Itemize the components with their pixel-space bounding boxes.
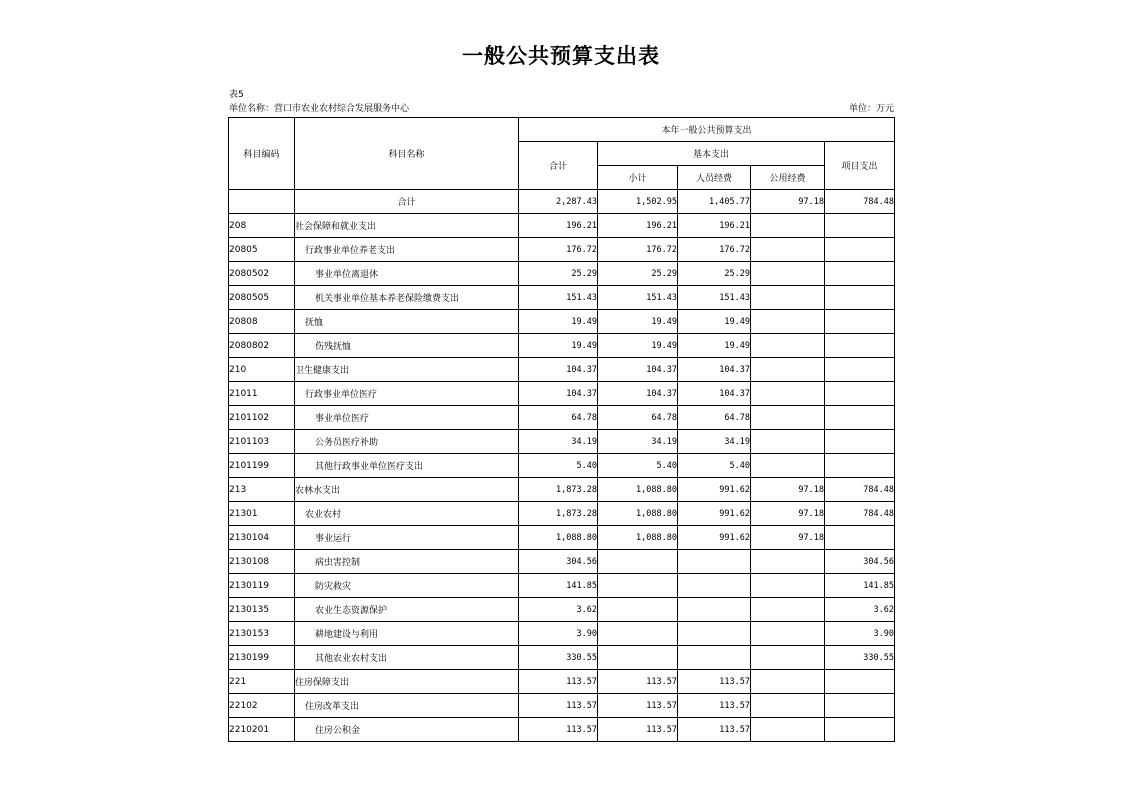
table-row: [229, 430, 895, 454]
cell-name: 公务员医疗补助: [295, 430, 519, 454]
cell-public: [751, 382, 825, 406]
cell-name: 事业单位医疗: [295, 406, 519, 430]
cell-name: 其他行政事业单位医疗支出: [295, 454, 519, 478]
cell-personnel: 196.21: [678, 214, 751, 238]
cell-code: 2130104: [229, 526, 295, 550]
table-body: [229, 190, 895, 742]
table-row: [229, 694, 895, 718]
cell-project: 330.55: [825, 646, 895, 670]
cell-total: 1,873.28: [519, 502, 598, 526]
cell-subtotal: 1,088.80: [598, 526, 678, 550]
cell-code: [229, 190, 295, 214]
cell-project: [825, 262, 895, 286]
table-row: [229, 334, 895, 358]
cell-public: [751, 262, 825, 286]
cell-name: 农业农村: [295, 502, 519, 526]
cell-public: [751, 286, 825, 310]
cell-public: [751, 694, 825, 718]
cell-project: [825, 694, 895, 718]
cell-project: [825, 526, 895, 550]
cell-total: 2,287.43: [519, 190, 598, 214]
cell-code: 2130108: [229, 550, 295, 574]
header-project: 项目支出: [825, 142, 895, 190]
cell-subtotal: 113.57: [598, 718, 678, 742]
cell-code: 2080802: [229, 334, 295, 358]
cell-total: 304.56: [519, 550, 598, 574]
cell-subtotal: 1,088.80: [598, 478, 678, 502]
cell-total: 34.19: [519, 430, 598, 454]
table-row: [229, 382, 895, 406]
cell-personnel: [678, 622, 751, 646]
cell-project: [825, 430, 895, 454]
cell-total: 196.21: [519, 214, 598, 238]
cell-project: 784.48: [825, 478, 895, 502]
cell-total: 19.49: [519, 334, 598, 358]
cell-total: 19.49: [519, 310, 598, 334]
cell-subtotal: 64.78: [598, 406, 678, 430]
cell-code: 22102: [229, 694, 295, 718]
cell-subtotal: [598, 550, 678, 574]
cell-public: [751, 358, 825, 382]
cell-subtotal: 25.29: [598, 262, 678, 286]
table-row: [229, 214, 895, 238]
cell-project: [825, 718, 895, 742]
cell-personnel: 25.29: [678, 262, 751, 286]
cell-project: [825, 310, 895, 334]
header-total: 合计: [519, 142, 598, 190]
header-code: 科目编码: [229, 118, 295, 190]
cell-personnel: 1,405.77: [678, 190, 751, 214]
cell-project: [825, 334, 895, 358]
cell-public: [751, 310, 825, 334]
cell-name: 住房改革支出: [295, 694, 519, 718]
cell-public: [751, 574, 825, 598]
cell-code: 2080502: [229, 262, 295, 286]
cell-name: 其他农业农村支出: [295, 646, 519, 670]
cell-code: 221: [229, 670, 295, 694]
header-basic: 基本支出: [598, 142, 825, 166]
table-row: [229, 526, 895, 550]
cell-project: 304.56: [825, 550, 895, 574]
cell-name: 事业单位离退休: [295, 262, 519, 286]
table-row: [229, 574, 895, 598]
cell-personnel: 19.49: [678, 334, 751, 358]
cell-personnel: 5.40: [678, 454, 751, 478]
header-public: 公用经费: [751, 166, 825, 190]
cell-subtotal: [598, 574, 678, 598]
cell-subtotal: 5.40: [598, 454, 678, 478]
cell-public: [751, 334, 825, 358]
table-number: 表5: [229, 90, 244, 100]
cell-name: 行政事业单位医疗: [295, 382, 519, 406]
cell-public: [751, 670, 825, 694]
cell-code: 2130119: [229, 574, 295, 598]
cell-personnel: [678, 550, 751, 574]
cell-subtotal: 104.37: [598, 358, 678, 382]
cell-code: 21301: [229, 502, 295, 526]
cell-public: 97.18: [751, 190, 825, 214]
cell-subtotal: 19.49: [598, 334, 678, 358]
cell-project: [825, 454, 895, 478]
cell-project: [825, 358, 895, 382]
cell-name: 住房保障支出: [295, 670, 519, 694]
cell-subtotal: 34.19: [598, 430, 678, 454]
cell-code: 2080505: [229, 286, 295, 310]
cell-code: 20805: [229, 238, 295, 262]
cell-code: 2101199: [229, 454, 295, 478]
table-row: [229, 478, 895, 502]
table-row: [229, 406, 895, 430]
cell-total: 64.78: [519, 406, 598, 430]
cell-subtotal: 196.21: [598, 214, 678, 238]
cell-code: 213: [229, 478, 295, 502]
cell-code: 2130199: [229, 646, 295, 670]
cell-personnel: 113.57: [678, 694, 751, 718]
cell-name: 合计: [295, 190, 519, 214]
cell-personnel: 113.57: [678, 718, 751, 742]
cell-subtotal: 113.57: [598, 670, 678, 694]
cell-total: 330.55: [519, 646, 598, 670]
cell-code: 2130135: [229, 598, 295, 622]
cell-total: 25.29: [519, 262, 598, 286]
header-personnel: 人员经费: [678, 166, 751, 190]
cell-name: 社会保障和就业支出: [295, 214, 519, 238]
cell-public: [751, 718, 825, 742]
cell-public: [751, 646, 825, 670]
cell-total: 3.90: [519, 622, 598, 646]
cell-total: 151.43: [519, 286, 598, 310]
cell-name: 伤残抚恤: [295, 334, 519, 358]
cell-total: 113.57: [519, 718, 598, 742]
table-row: [229, 550, 895, 574]
table-row: [229, 598, 895, 622]
cell-public: [751, 550, 825, 574]
cell-personnel: [678, 598, 751, 622]
cell-project: [825, 238, 895, 262]
cell-public: [751, 598, 825, 622]
header-subtotal: 小计: [598, 166, 678, 190]
cell-personnel: [678, 574, 751, 598]
cell-code: 2210201: [229, 718, 295, 742]
cell-project: [825, 406, 895, 430]
cell-public: [751, 406, 825, 430]
table-row: [229, 622, 895, 646]
table-row: [229, 454, 895, 478]
cell-code: 2101102: [229, 406, 295, 430]
cell-total: 5.40: [519, 454, 598, 478]
cell-project: [825, 214, 895, 238]
cell-code: 210: [229, 358, 295, 382]
cell-subtotal: 1,088.80: [598, 502, 678, 526]
cell-project: [825, 670, 895, 694]
cell-subtotal: 113.57: [598, 694, 678, 718]
cell-project: 141.85: [825, 574, 895, 598]
cell-name: 事业运行: [295, 526, 519, 550]
cell-name: 防灾救灾: [295, 574, 519, 598]
cell-name: 耕地建设与利用: [295, 622, 519, 646]
cell-name: 机关事业单位基本养老保险缴费支出: [295, 286, 519, 310]
table-row: [229, 670, 895, 694]
cell-total: 113.57: [519, 694, 598, 718]
table-row: [229, 358, 895, 382]
table-row: [229, 262, 895, 286]
table-row: [229, 238, 895, 262]
table-row: [229, 310, 895, 334]
cell-personnel: 991.62: [678, 478, 751, 502]
cell-total: 176.72: [519, 238, 598, 262]
cell-personnel: 991.62: [678, 526, 751, 550]
cell-personnel: 176.72: [678, 238, 751, 262]
cell-project: 3.90: [825, 622, 895, 646]
table-row: [229, 718, 895, 742]
cell-personnel: 113.57: [678, 670, 751, 694]
cell-total: 1,873.28: [519, 478, 598, 502]
cell-public: [751, 214, 825, 238]
cell-total: 141.85: [519, 574, 598, 598]
cell-public: [751, 238, 825, 262]
cell-subtotal: 19.49: [598, 310, 678, 334]
cell-total: 113.57: [519, 670, 598, 694]
page-title: 一般公共预算支出表: [462, 44, 660, 68]
cell-code: 2130153: [229, 622, 295, 646]
cell-code: 208: [229, 214, 295, 238]
cell-project: [825, 382, 895, 406]
cell-personnel: [678, 646, 751, 670]
header-name: 科目名称: [295, 118, 519, 190]
cell-code: 20808: [229, 310, 295, 334]
cell-subtotal: [598, 646, 678, 670]
cell-public: 97.18: [751, 478, 825, 502]
currency-unit: 单位：万元: [848, 104, 894, 114]
cell-public: [751, 454, 825, 478]
cell-project: 3.62: [825, 598, 895, 622]
cell-personnel: 34.19: [678, 430, 751, 454]
cell-name: 行政事业单位养老支出: [295, 238, 519, 262]
table-row: [229, 646, 895, 670]
cell-public: [751, 622, 825, 646]
header-current-year: 本年一般公共预算支出: [519, 118, 895, 142]
cell-personnel: 64.78: [678, 406, 751, 430]
table-row: [229, 286, 895, 310]
cell-subtotal: 151.43: [598, 286, 678, 310]
cell-public: [751, 430, 825, 454]
cell-name: 病虫害控制: [295, 550, 519, 574]
cell-personnel: 991.62: [678, 502, 751, 526]
cell-personnel: 104.37: [678, 358, 751, 382]
cell-total: 1,088.80: [519, 526, 598, 550]
table-row: [229, 502, 895, 526]
cell-project: [825, 286, 895, 310]
cell-total: 104.37: [519, 358, 598, 382]
cell-code: 21011: [229, 382, 295, 406]
budget-expenditure-table: [228, 117, 895, 742]
cell-subtotal: 104.37: [598, 382, 678, 406]
cell-name: 抚恤: [295, 310, 519, 334]
cell-personnel: 151.43: [678, 286, 751, 310]
cell-total: 104.37: [519, 382, 598, 406]
cell-project: 784.48: [825, 502, 895, 526]
cell-name: 卫生健康支出: [295, 358, 519, 382]
cell-public: 97.18: [751, 502, 825, 526]
table-row: [229, 190, 895, 214]
cell-subtotal: 176.72: [598, 238, 678, 262]
cell-subtotal: [598, 622, 678, 646]
cell-personnel: 19.49: [678, 310, 751, 334]
cell-name: 住房公积金: [295, 718, 519, 742]
cell-subtotal: [598, 598, 678, 622]
cell-name: 农业生态资源保护: [295, 598, 519, 622]
cell-project: 784.48: [825, 190, 895, 214]
cell-total: 3.62: [519, 598, 598, 622]
cell-code: 2101103: [229, 430, 295, 454]
cell-personnel: 104.37: [678, 382, 751, 406]
cell-name: 农林水支出: [295, 478, 519, 502]
unit-name: 单位名称：营口市农业农村综合发展服务中心: [229, 104, 410, 114]
cell-public: 97.18: [751, 526, 825, 550]
cell-subtotal: 1,502.95: [598, 190, 678, 214]
